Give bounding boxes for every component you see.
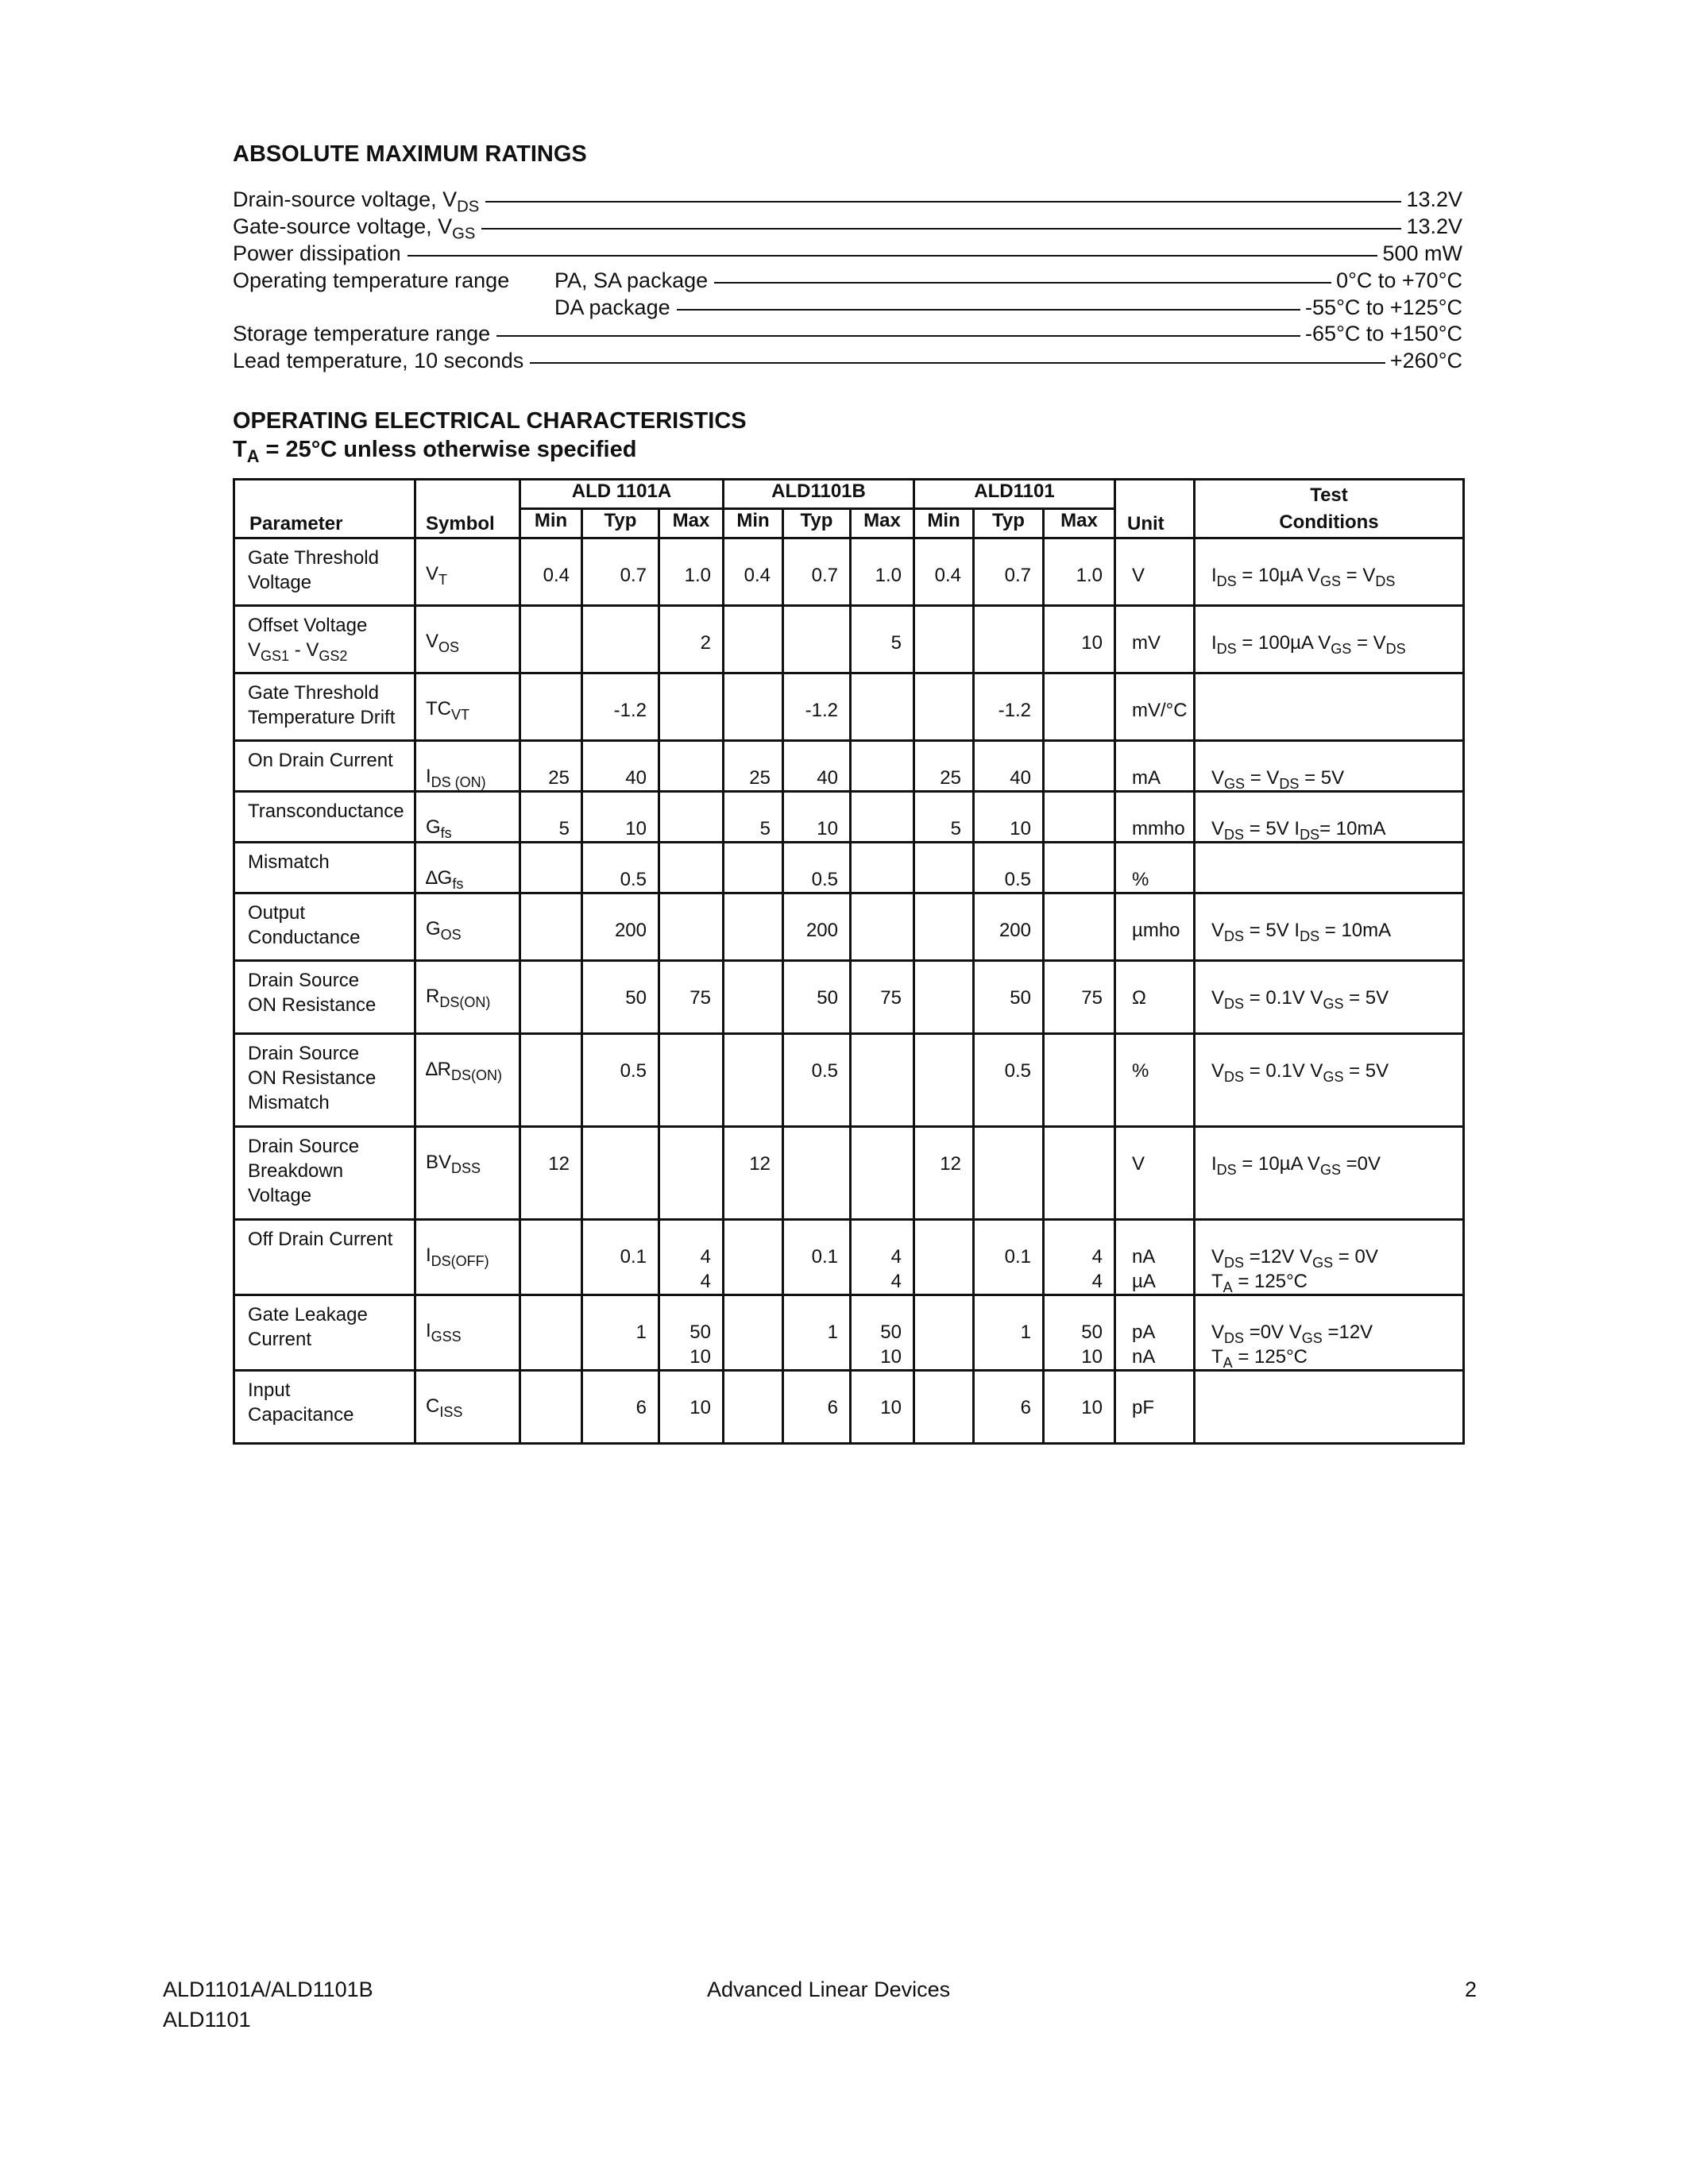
header-group-b: ALD1101B — [724, 480, 914, 509]
rating-row — [233, 347, 1462, 374]
value-cell: 10 — [1044, 606, 1115, 673]
rating-label: Operating temperature range — [233, 268, 510, 292]
unit-cell: Ω — [1115, 961, 1195, 1034]
value-cell: 1.0 — [851, 538, 914, 606]
value-cell: 5 — [724, 792, 783, 843]
header-typ: Typ — [974, 509, 1044, 538]
rating-label: Lead temperature, 10 seconds — [233, 349, 524, 372]
rating-value: -65°C to +150°C — [1305, 322, 1462, 345]
value-cell — [851, 792, 914, 843]
value-cell: 0.7 — [582, 538, 659, 606]
value-cell — [659, 741, 724, 792]
value-cell — [914, 1220, 974, 1295]
value-cell — [659, 843, 724, 893]
value-cell: 0.7 — [974, 538, 1044, 606]
value-cell: 4 4 — [851, 1220, 914, 1295]
rating-label: Gate-source voltage, $V_{GS}$ — [233, 214, 476, 243]
condition-cell: $V_{DS} = 0.1V$ $V_{GS} = 5V$ — [1195, 1034, 1464, 1127]
value-cell: 0.5 — [974, 843, 1044, 893]
condition-cell — [1195, 673, 1464, 741]
footer-part-number-1: ALD1101A/ALD1101B — [163, 1978, 373, 2001]
header-group-c: ALD1101 — [914, 480, 1115, 509]
table-row — [234, 741, 1464, 792]
value-cell — [724, 1371, 783, 1444]
value-cell: 5 — [914, 792, 974, 843]
value-cell — [1044, 1034, 1115, 1127]
header-min: Min — [724, 509, 783, 538]
value-cell — [520, 1295, 582, 1371]
table-row — [234, 792, 1464, 843]
value-cell: 40 — [582, 741, 659, 792]
unit-cell: µmho — [1115, 893, 1195, 961]
parameter-cell: Offset Voltage $V_{GS1} - V_{GS2}$ — [234, 606, 415, 673]
header-max: Max — [1044, 509, 1115, 538]
unit-cell: V — [1115, 538, 1195, 606]
header-min: Min — [520, 509, 582, 538]
value-cell — [724, 1295, 783, 1371]
unit-cell: mV/°C — [1115, 673, 1195, 741]
parameter-cell: Drain Source ON Resistance — [234, 961, 415, 1034]
value-cell: 1 — [582, 1295, 659, 1371]
value-cell — [582, 1127, 659, 1220]
unit-cell: mmho — [1115, 792, 1195, 843]
value-cell — [582, 606, 659, 673]
value-cell: 200 — [582, 893, 659, 961]
rating-row — [233, 267, 1462, 294]
value-cell: 0.5 — [582, 1034, 659, 1127]
footer-company: Advanced Linear Devices — [707, 1978, 951, 2001]
value-cell — [724, 1220, 783, 1295]
value-cell: 0.7 — [783, 538, 851, 606]
value-cell: 1.0 — [659, 538, 724, 606]
value-cell: 12 — [724, 1127, 783, 1220]
value-cell — [851, 893, 914, 961]
value-cell: 0.1 — [783, 1220, 851, 1295]
value-cell — [851, 673, 914, 741]
value-cell: 0.5 — [582, 843, 659, 893]
table-row — [234, 1220, 1464, 1295]
value-cell — [724, 961, 783, 1034]
value-cell — [1044, 673, 1115, 741]
value-cell — [520, 606, 582, 673]
value-cell: 5 — [520, 792, 582, 843]
rating-row — [233, 294, 1462, 321]
value-cell — [914, 1371, 974, 1444]
value-cell — [914, 673, 974, 741]
value-cell: 25 — [724, 741, 783, 792]
value-cell — [520, 843, 582, 893]
parameter-cell: Gate Leakage Current — [234, 1295, 415, 1371]
value-cell — [1044, 843, 1115, 893]
rating-value: 13.2V — [1406, 214, 1462, 238]
value-cell — [914, 893, 974, 961]
unit-cell: V — [1115, 1127, 1195, 1220]
rating-value: 0°C to +70°C — [1336, 268, 1462, 292]
value-cell: 0.4 — [520, 538, 582, 606]
parameter-cell: Gate Threshold Temperature Drift — [234, 673, 415, 741]
value-cell: 0.5 — [783, 1034, 851, 1127]
rating-label: Power dissipation — [233, 241, 401, 265]
value-cell — [974, 1127, 1044, 1220]
parameter-cell: Gate Threshold Voltage — [234, 538, 415, 606]
symbol-cell: $\Delta G_{fs}$ — [415, 843, 520, 893]
value-cell: 10 — [1044, 1371, 1115, 1444]
table-row — [234, 1034, 1464, 1127]
rating-value: +260°C — [1389, 349, 1462, 372]
value-cell: 0.4 — [724, 538, 783, 606]
symbol-cell: $I_{GSS}$ — [415, 1295, 520, 1371]
symbol-cell: $R_{DS(ON)}$ — [415, 961, 520, 1034]
value-cell: 4 4 — [659, 1220, 724, 1295]
value-cell — [659, 1127, 724, 1220]
header-max: Max — [851, 509, 914, 538]
characteristics-title: OPERATING ELECTRICAL CHARACTERISTICS — [233, 408, 747, 434]
leader-line — [496, 335, 1300, 337]
table-row — [234, 538, 1464, 606]
parameter-cell: On Drain Current — [234, 741, 415, 792]
value-cell: -1.2 — [582, 673, 659, 741]
value-cell — [724, 843, 783, 893]
parameter-cell: Drain Source ON Resistance Mismatch — [234, 1034, 415, 1127]
symbol-cell: $BV_{DSS}$ — [415, 1127, 520, 1220]
parameter-cell: Mismatch — [234, 843, 415, 893]
value-cell — [851, 843, 914, 893]
table-row — [234, 1127, 1464, 1220]
condition-cell: $I_{DS} = 100\mu A$ $V_{GS} = V_{DS}$ — [1195, 606, 1464, 673]
table-row — [234, 673, 1464, 741]
parameter-cell: Off Drain Current — [234, 1220, 415, 1295]
value-cell — [659, 792, 724, 843]
rating-value: 500 mW — [1382, 241, 1462, 265]
condition-cell — [1195, 843, 1464, 893]
electrical-characteristics-table — [233, 478, 1465, 1445]
value-cell — [520, 1371, 582, 1444]
value-cell: 200 — [783, 893, 851, 961]
symbol-cell: $G_{fs}$ — [415, 792, 520, 843]
unit-cell: % — [1115, 843, 1195, 893]
value-cell — [520, 961, 582, 1034]
rating-row — [233, 186, 1462, 216]
value-cell: 5 — [851, 606, 914, 673]
characteristics-subtitle: $T_A = 25^\circ C$ unless otherwise specified — [233, 437, 637, 466]
condition-cell: $V_{DS} = 5V$ $I_{DS}= 10mA$ — [1195, 792, 1464, 843]
value-cell: 12 — [914, 1127, 974, 1220]
symbol-cell: $I_{DS (ON)}$ — [415, 741, 520, 792]
value-cell — [724, 673, 783, 741]
value-cell: 10 — [974, 792, 1044, 843]
value-cell: -1.2 — [974, 673, 1044, 741]
rating-package: PA, SA package — [554, 268, 709, 292]
table-row — [234, 1371, 1464, 1444]
value-cell: 75 — [659, 961, 724, 1034]
value-cell: 50 10 — [1044, 1295, 1115, 1371]
value-cell — [914, 1295, 974, 1371]
condition-cell: $I_{DS} = 10\mu A$ $V_{GS} =0V$ — [1195, 1127, 1464, 1220]
value-cell: 6 — [974, 1371, 1044, 1444]
leader-line — [714, 282, 1331, 284]
unit-cell: nA µA — [1115, 1220, 1195, 1295]
condition-cell — [1195, 1371, 1464, 1444]
value-cell: 2 — [659, 606, 724, 673]
rating-row — [233, 320, 1462, 347]
value-cell: 0.5 — [974, 1034, 1044, 1127]
value-cell — [783, 1127, 851, 1220]
leader-line — [677, 309, 1300, 311]
value-cell — [659, 893, 724, 961]
condition-cell: $V_{DS} =0V$ $V_{GS} =12V$ $T_A = 125^\circ C$ — [1195, 1295, 1464, 1371]
rating-row — [233, 240, 1462, 267]
value-cell: 6 — [582, 1371, 659, 1444]
value-cell: 4 4 — [1044, 1220, 1115, 1295]
value-cell — [724, 893, 783, 961]
symbol-cell: $C_{ISS}$ — [415, 1371, 520, 1444]
value-cell: 50 — [974, 961, 1044, 1034]
unit-cell: mA — [1115, 741, 1195, 792]
value-cell — [1044, 1127, 1115, 1220]
value-cell: 75 — [1044, 961, 1115, 1034]
header-min: Min — [914, 509, 974, 538]
table-row — [234, 606, 1464, 673]
unit-cell: % — [1115, 1034, 1195, 1127]
unit-cell: mV — [1115, 606, 1195, 673]
header-symbol: Symbol — [415, 480, 520, 538]
value-cell — [724, 606, 783, 673]
condition-cell: $V_{GS} = V_{DS} = 5V$ — [1195, 741, 1464, 792]
table-row — [234, 843, 1464, 893]
value-cell — [659, 1034, 724, 1127]
condition-cell: $V_{DS} = 0.1V$ $V_{GS} = 5V$ — [1195, 961, 1464, 1034]
symbol-cell: $V_T$ — [415, 538, 520, 606]
symbol-cell: $G_{OS}$ — [415, 893, 520, 961]
leader-line — [408, 255, 1377, 257]
value-cell — [974, 606, 1044, 673]
table-row — [234, 893, 1464, 961]
rating-value: 13.2V — [1406, 187, 1462, 211]
unit-cell: pA nA — [1115, 1295, 1195, 1371]
table-row — [234, 1295, 1464, 1371]
value-cell — [851, 1127, 914, 1220]
value-cell: 10 — [582, 792, 659, 843]
header-max: Max — [659, 509, 724, 538]
symbol-cell: $V_{OS}$ — [415, 606, 520, 673]
value-cell: -1.2 — [783, 673, 851, 741]
rating-label: Drain-source voltage, $V_{DS}$ — [233, 187, 480, 216]
value-cell: 75 — [851, 961, 914, 1034]
symbol-cell: $TC_{VT}$ — [415, 673, 520, 741]
header-typ: Typ — [783, 509, 851, 538]
value-cell: 25 — [914, 741, 974, 792]
value-cell: 10 — [783, 792, 851, 843]
leader-line — [530, 362, 1385, 364]
value-cell: 1.0 — [1044, 538, 1115, 606]
value-cell: 0.1 — [582, 1220, 659, 1295]
symbol-cell: $I_{DS(OFF)}$ — [415, 1220, 520, 1295]
footer-part-number-2: ALD1101 — [163, 2008, 251, 2032]
header-test-conditions: Test Conditions — [1195, 480, 1464, 538]
value-cell — [1044, 893, 1115, 961]
value-cell — [520, 893, 582, 961]
rating-label: Storage temperature range — [233, 322, 491, 345]
ratings-title: ABSOLUTE MAXIMUM RATINGS — [233, 141, 587, 167]
rating-row — [233, 213, 1462, 243]
value-cell: 0.5 — [783, 843, 851, 893]
value-cell: 1 — [783, 1295, 851, 1371]
symbol-cell: $\Delta R_{DS(ON)}$ — [415, 1034, 520, 1127]
value-cell: 200 — [974, 893, 1044, 961]
value-cell: 10 — [851, 1371, 914, 1444]
condition-cell: $I_{DS} = 10\mu A$ $V_{GS} = V_{DS}$ — [1195, 538, 1464, 606]
footer-page-number: 2 — [1465, 1978, 1477, 2001]
value-cell — [659, 673, 724, 741]
value-cell: 50 — [582, 961, 659, 1034]
unit-cell: pF — [1115, 1371, 1195, 1444]
value-cell: 0.4 — [914, 538, 974, 606]
value-cell: 12 — [520, 1127, 582, 1220]
value-cell: 25 — [520, 741, 582, 792]
parameter-cell: Transconductance — [234, 792, 415, 843]
leader-line — [485, 201, 1401, 203]
value-cell — [1044, 741, 1115, 792]
parameter-cell: Output Conductance — [234, 893, 415, 961]
value-cell: 1 — [974, 1295, 1044, 1371]
value-cell — [914, 961, 974, 1034]
table-row — [234, 961, 1464, 1034]
value-cell — [520, 1034, 582, 1127]
value-cell: 10 — [659, 1371, 724, 1444]
value-cell — [851, 1034, 914, 1127]
rating-value: -55°C to +125°C — [1305, 295, 1462, 319]
parameter-cell: Input Capacitance — [234, 1371, 415, 1444]
rating-package: DA package — [554, 295, 670, 319]
header-parameter: Parameter — [234, 480, 415, 538]
parameter-cell: Drain Source Breakdown Voltage — [234, 1127, 415, 1220]
value-cell — [851, 741, 914, 792]
header-typ: Typ — [582, 509, 659, 538]
condition-cell: $V_{DS} = 5V$ $I_{DS} = 10mA$ — [1195, 893, 1464, 961]
value-cell — [520, 1220, 582, 1295]
value-cell — [724, 1034, 783, 1127]
value-cell: 50 — [783, 961, 851, 1034]
value-cell: 40 — [974, 741, 1044, 792]
value-cell — [914, 1034, 974, 1127]
condition-cell: $V_{DS} =12V$ $V_{GS} = 0V$ $T_A = 125^\circ C$ — [1195, 1220, 1464, 1295]
value-cell: 6 — [783, 1371, 851, 1444]
value-cell — [914, 843, 974, 893]
value-cell: 0.1 — [974, 1220, 1044, 1295]
value-cell: 40 — [783, 741, 851, 792]
value-cell: 50 10 — [851, 1295, 914, 1371]
header-group-a: ALD 1101A — [520, 480, 724, 509]
value-cell — [914, 606, 974, 673]
header-unit: Unit — [1115, 480, 1195, 538]
value-cell — [520, 673, 582, 741]
leader-line — [481, 228, 1401, 230]
value-cell — [783, 606, 851, 673]
value-cell: 50 10 — [659, 1295, 724, 1371]
value-cell — [1044, 792, 1115, 843]
